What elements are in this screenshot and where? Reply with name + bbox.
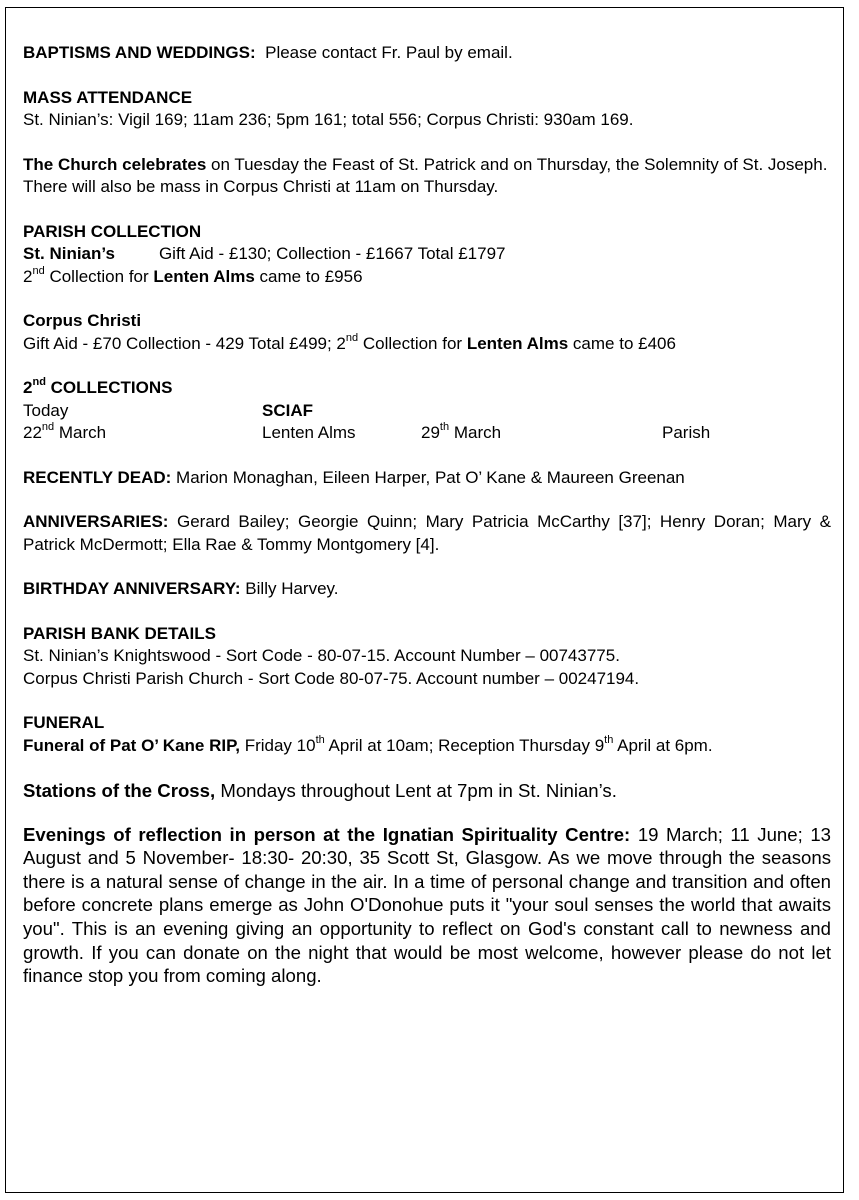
funeral-section <box>23 712 831 757</box>
birthday-text: Billy Harvey. <box>240 579 339 598</box>
stations-heading: Stations of the Cross, <box>23 780 216 801</box>
parish-label: Parish <box>662 423 711 442</box>
bank-line-st-ninians: St. Ninian’s Knightswood - Sort Code - 80-07-15. Account Number – 00743775. <box>23 646 620 665</box>
mass-attendance-section <box>23 87 831 132</box>
funeral-text: Funeral of Pat O’ Kane RIP, Friday 10th April at 10am; Reception Thursday 9th April at 6pm. <box>23 733 713 755</box>
recently-dead-text: Marion Monaghan, Eileen Harper, Pat O’ Kane & Maureen Greenan <box>171 467 685 487</box>
sciaf-label: SCIAF <box>262 400 313 420</box>
date-29-march: 29th March <box>421 421 502 442</box>
st-ninians-label: St. Ninian’s <box>23 244 115 263</box>
mass-attendance-heading: MASS ATTENDANCE <box>23 87 193 107</box>
evenings-section <box>23 823 831 988</box>
st-ninians-collection: Gift Aid - £130; Collection - £1667 Total £1797 <box>158 244 506 263</box>
birthday-heading: BIRTHDAY ANNIVERSARY: <box>23 579 241 598</box>
second-collection-line: 2nd Collection for Lenten Alms came to £956 <box>23 264 363 286</box>
stations-section <box>23 779 831 803</box>
bank-line-corpus-christi: Corpus Christi Parish Church - Sort Code 80-07-75. Account number – 00247194. <box>23 668 640 688</box>
corpus-christi-collection: Gift Aid - £70 Collection - 429 Total £499; 2nd Collection for Lenten Alms came to £406 <box>23 331 676 353</box>
stations-text: Mondays throughout Lent at 7pm in St. Ninian’s. <box>215 780 617 801</box>
mass-attendance-text: St. Ninian’s: Vigil 169; 11am 236; 5pm 161; total 556; Corpus Christi: 930am 169. <box>23 110 634 129</box>
funeral-heading: FUNERAL <box>23 713 105 732</box>
corpus-christi-heading: Corpus Christi <box>23 311 142 330</box>
bank-heading: PARISH BANK DETAILS <box>23 623 216 643</box>
recently-dead-heading: RECENTLY DEAD: <box>23 467 172 487</box>
celebrates-lead: The Church celebrates <box>23 154 207 174</box>
baptisms-text: Please contact Fr. Paul by email. <box>265 43 513 62</box>
celebrates-section <box>23 154 831 199</box>
newsletter-content <box>23 42 831 1010</box>
anniversaries-text: Gerard Bailey; Georgie Quinn; Mary Patricia McCarthy [37]; Henry Doran; Mary & Patrick McDermott; Ella Rae & Tommy Montgomery [4]. <box>23 512 831 554</box>
evenings-heading: Evenings of reflection in person at the Ignatian Spirituality Centre: <box>23 823 631 845</box>
collections-row-1 <box>23 400 831 423</box>
bank-details-section <box>23 623 831 691</box>
date-22-march: 22nd March <box>23 421 107 442</box>
today-label: Today <box>23 400 69 420</box>
baptisms-heading: BAPTISMS AND WEDDINGS: <box>23 43 256 62</box>
birthday-section <box>23 578 831 601</box>
corpus-christi-section <box>23 310 831 355</box>
anniversaries-heading: ANNIVERSARIES: <box>23 512 169 531</box>
lenten-alms-label: Lenten Alms <box>262 423 356 442</box>
collections-row-2 <box>23 422 831 445</box>
second-collections-heading: 2nd COLLECTIONS <box>23 376 173 397</box>
anniversaries-section <box>23 511 831 556</box>
celebrates-text: on Tuesday the Feast of St. Patrick and on Thursday, the Solemnity of St. Joseph. There will also be mass in Corpus Christi at 11am on Thursday. <box>23 154 828 196</box>
parish-collection-section <box>23 221 831 289</box>
recently-dead-section <box>23 467 831 490</box>
evenings-text: 19 March; 11 June; 13 August and 5 November- 18:30- 20:30, 35 Scott St, Glasgow. As we move through the seasons there is a natural sense of change in the air. In a time of personal change and transition and often before concrete plans emerge as John O'Donohue puts it "your soul senses the world that awaits you". This is an evening giving an opportunity to reflect on God's constant call to newness and growth. If you can donate on the night that would be most welcome, however please do not let finance stop you from coming along. <box>23 823 831 987</box>
parish-collection-heading: PARISH COLLECTION <box>23 221 202 241</box>
second-collections-section <box>23 377 831 445</box>
baptisms-section <box>23 42 831 65</box>
